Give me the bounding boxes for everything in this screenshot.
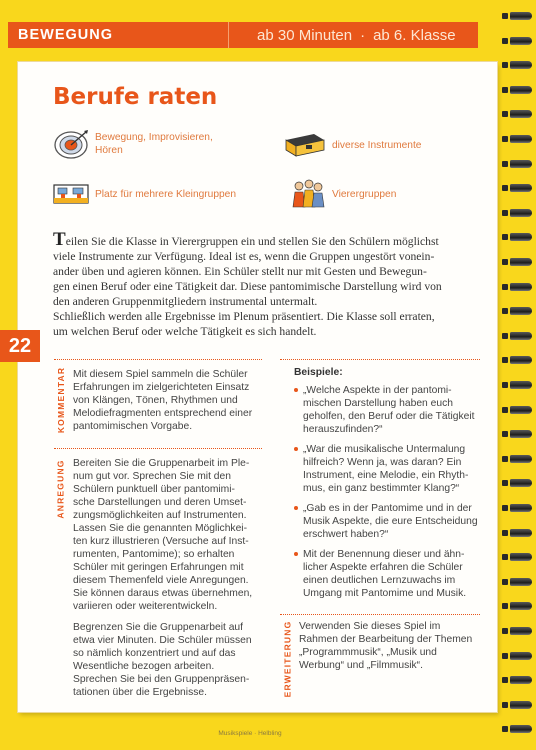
beispiele-list: [294, 384, 486, 600]
spiral-coil: [510, 676, 532, 684]
spiral-coil: [510, 184, 532, 192]
spiral-coil: [510, 381, 532, 389]
text-line: sche Darstellungen und deren Umset-: [73, 497, 247, 508]
spiral-coil: [510, 86, 532, 94]
text-line: Mit diesem Spiel sammeln die Schüler: [73, 369, 248, 380]
instruments-case-icon: [284, 132, 326, 158]
meta-text: Bewegung, Improvisieren, Hören: [95, 132, 213, 156]
anregung-divider: [54, 448, 262, 449]
beispiele-title: Beispiele:: [294, 367, 343, 378]
beispiele-block: [294, 366, 486, 607]
spiral-coil: [510, 283, 532, 291]
text-line: Werbung“ und „Filmmusik“.: [299, 660, 423, 671]
text-line: Mit der Benennung dieser und ähn-: [303, 549, 465, 560]
erweiterung-label-text: ERWEITERUNG: [282, 620, 293, 698]
spiral-coil: [510, 307, 532, 315]
spiral-coil: [510, 12, 532, 20]
text-line: Wesentliche bezogen arbeiten.: [73, 661, 215, 672]
spiral-coil: [510, 356, 532, 364]
erweiterung-divider: [280, 614, 480, 615]
text-line: „Programmmusik“, „Musik und: [299, 647, 437, 658]
group-icon: [290, 179, 326, 209]
text-line: Bereiten Sie die Gruppenarbeit im Ple-: [73, 458, 250, 469]
text-line: Musik Aspekte, die eure Entscheidung: [303, 516, 478, 527]
text-line: num gut vor. Sprechen Sie mit den: [73, 471, 231, 482]
spiral-coil: [510, 430, 532, 438]
list-item: [294, 548, 486, 600]
text-line: Begrenzen Sie die Gruppenarbeit auf: [73, 622, 244, 633]
spiral-coil: [510, 701, 532, 709]
intro-line: den anderen Gruppenmitgliedern instrumental untermalt.: [53, 295, 318, 308]
spiral-coil: [510, 332, 532, 340]
page-number: 22: [0, 330, 40, 362]
text-line: diesem Themenfeld viele Anregungen.: [73, 575, 249, 586]
text-line: Sie können daraus etwas übernehmen,: [73, 588, 253, 599]
room-icon: [53, 183, 89, 205]
spiral-coil: [510, 406, 532, 414]
duration-label: ab 30 Minuten: [257, 26, 353, 44]
text-line: hilfreich? Wenn ja, was daran? Ein: [303, 457, 462, 468]
text-line: „Gab es in der Pantomime und in der: [303, 503, 472, 514]
spiral-coil: [510, 209, 532, 217]
spiral-coil: [510, 553, 532, 561]
meta-groups: [290, 179, 396, 209]
intro-line: ander üben und agieren können. Ein Schüler stellt nur mit Gesten und Bewegun-: [53, 265, 427, 278]
spiral-coil: [510, 725, 532, 733]
text-line: zungsmöglichkeiten auf Instrumenten.: [73, 510, 247, 521]
text-line: von Klängen, Tönen, Rhythmen und: [73, 395, 238, 406]
spiral-coil: [510, 602, 532, 610]
spiral-coil: [510, 37, 532, 45]
meta-room: [53, 183, 236, 205]
text-line: Rahmen der Bearbeitung der Themen: [299, 634, 473, 645]
intro-line: Schließlich werden alle Ergebnisse im Plenum präsentiert. Die Klasse soll erraten,: [53, 310, 435, 323]
spiral-coil: [510, 578, 532, 586]
meta-instruments: [284, 132, 421, 158]
list-item: [294, 384, 486, 436]
kommentar-label: [54, 365, 68, 435]
kommentar-text: [73, 368, 273, 433]
text-line: geholfen, den Beruf oder die Tätigkeit: [303, 411, 475, 422]
grade-label: ab 6. Klasse: [373, 26, 456, 44]
spiral-coil: [510, 627, 532, 635]
text-line: mischen Darstellung haben euch: [303, 398, 453, 409]
spiral-coil: [510, 479, 532, 487]
text-line: tationen über die Ergebnisse.: [73, 687, 207, 698]
kommentar-label-text: KOMMENTAR: [56, 366, 67, 434]
text-line: Umgang mit Pantomime und Musik.: [303, 588, 467, 599]
spiral-coil: [510, 529, 532, 537]
text-line: etwa vier Minuten. Die Schüler müssen: [73, 635, 252, 646]
text-line: variieren oder weiterentwickeln.: [73, 601, 218, 612]
text-line: Schülern punktuell über pantomimi-: [73, 484, 235, 495]
spiral-coil: [510, 258, 532, 266]
category-header: [8, 22, 478, 48]
text-line: licher Aspekte erfahren die Schüler: [303, 562, 463, 573]
text-line: „Welche Aspekte in der pantomi-: [303, 385, 452, 396]
erweiterung-text: [299, 620, 489, 672]
separator-dot: ·: [360, 26, 366, 44]
meta-skills: [53, 129, 235, 159]
meta-groups-text: Vierergruppen: [332, 188, 397, 200]
erweiterung-label: [280, 618, 294, 700]
intro-dropcap: T: [53, 229, 66, 250]
anregung-text: [73, 457, 278, 699]
anregung-paragraph-2: [73, 621, 278, 699]
text-line: Sprechen Sie bei den Gruppenpräsen-: [73, 674, 250, 685]
spiral-coil: [510, 135, 532, 143]
text-line: einen deutlichen Lernzuwachs im: [303, 575, 456, 586]
text-line: Lassen Sie die genannten Möglichkei-: [73, 523, 248, 534]
text-line: so nämlich konzentriert und auf das: [73, 648, 236, 659]
spiral-coil: [510, 233, 532, 241]
target-icon: [53, 129, 89, 159]
meta-room-text: Platz für mehrere Kleingruppen: [95, 188, 237, 200]
text-line: rumenten, Pantomime); so erhalten: [73, 549, 235, 560]
intro-line: viele Instrumente zur Verfügung. Ideal ist es, wenn die Gruppen ungestört vonein-: [53, 250, 435, 263]
anregung-label: [54, 454, 68, 524]
spiral-binding: [500, 0, 536, 750]
list-item: [294, 502, 486, 541]
intro-line: gen einen Beruf oder eine Tätigkeit dar. Diese pantomimische Darstellung wird von: [53, 280, 442, 293]
intro-line: eilen Sie die Klasse in Vierergruppen ein und stellen Sie den Schülern möglichst: [65, 235, 439, 248]
list-item: [294, 443, 486, 495]
text-line: Verwenden Sie dieses Spiel im: [299, 621, 441, 632]
text-line: erschwert haben?“: [303, 529, 389, 540]
spiral-coil: [510, 160, 532, 168]
page-title: Berufe raten: [53, 84, 218, 110]
kommentar-divider: [54, 359, 262, 360]
duration-grade: [228, 22, 456, 48]
text-line: Instrument, eine Melodie, ein Rhyth-: [303, 470, 469, 481]
intro-line: um welchen Beruf oder welche Tätigkeit es sich handelt.: [53, 325, 317, 338]
page-footer: Musikspiele · Helbling: [218, 730, 282, 737]
text-line: Schüler mit geringen Erfahrungen mit: [73, 562, 244, 573]
text-line: Erfahrungen im zielgerichteten Einsatz: [73, 382, 250, 393]
text-line: pantomimischen Vorgabe.: [73, 421, 193, 432]
anregung-paragraph-1: [73, 457, 278, 613]
text-line: herauszufinden?“: [303, 424, 383, 435]
spiral-coil: [510, 61, 532, 69]
spiral-coil: [510, 110, 532, 118]
text-line: Melodiefragmenten entsprechend einer: [73, 408, 253, 419]
spiral-coil: [510, 455, 532, 463]
meta-instruments-text: diverse Instrumente: [332, 139, 422, 151]
meta-skills-text: [95, 131, 235, 157]
anregung-label-text: ANREGUNG: [56, 459, 66, 519]
text-line: ten kurz illustrieren (Versuche auf Inst-: [73, 536, 249, 547]
text-line: „War die musikalische Untermalung: [303, 444, 466, 455]
category-label: BEWEGUNG: [18, 27, 113, 43]
spiral-coil: [510, 504, 532, 512]
intro-paragraph: [53, 229, 483, 339]
beispiele-divider: [280, 359, 480, 360]
text-line: mus, ein ganz bestimmter Klang?“: [303, 483, 460, 494]
spiral-coil: [510, 652, 532, 660]
